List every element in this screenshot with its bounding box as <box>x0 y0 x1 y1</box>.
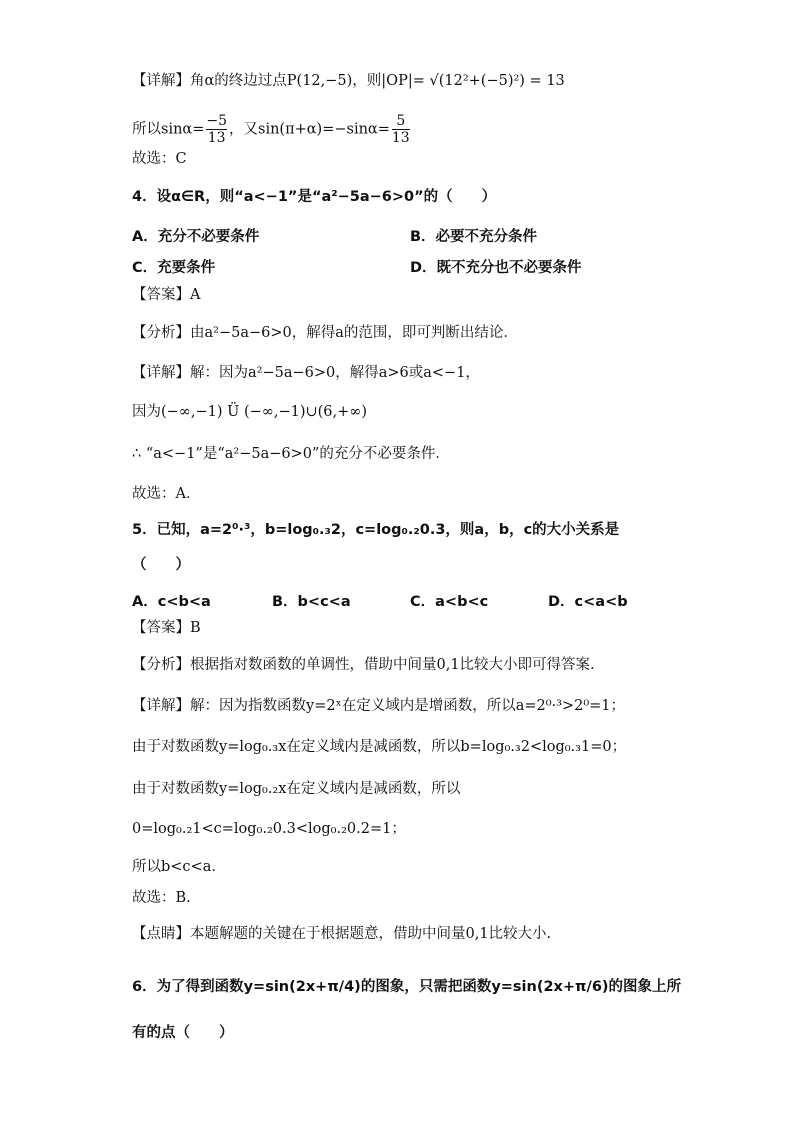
q5-detail-2: 由于对数函数y=log₀.₃x在定义域内是减函数，所以b=log₀.₃2<log₀.₃1=0； <box>132 739 627 755</box>
q5-comment-text: 本题解题的关键在于根据题意，借助中间量0,1比较大小. <box>190 926 552 942</box>
q5-analysis-text: 根据指对数函数的单调性，借助中间量0,1比较大小即可得答案. <box>190 657 595 673</box>
q5-option-c: C．a<b<c <box>410 594 489 610</box>
q3-sin-line <box>132 113 412 146</box>
q3-sin-text: 所以sinα= <box>132 121 205 138</box>
q5-option-a: A．c<b<a <box>132 594 211 610</box>
q6-stem-line-2: 有的点（ ） <box>132 1025 234 1041</box>
analysis-tag: 【分析】 <box>132 657 190 673</box>
answer-tag: 【答案】 <box>132 620 190 636</box>
q4-detail-text: 解：因为a²−5a−6>0，解得a>6或a<−1， <box>190 365 480 381</box>
q4-analysis-text: 由a²−5a−6>0，解得a的范围，即可判断出结论． <box>190 325 518 341</box>
q3-fraction-2-den: 13 <box>391 130 410 146</box>
q5-option-d: D．c<a<b <box>548 594 628 610</box>
q5-detail-1-text: 解：因为指数函数y=2ˣ在定义域内是增函数，所以a=2⁰·³>2⁰=1； <box>190 698 626 714</box>
q4-answer-value: A <box>190 287 201 303</box>
q5-option-b: B．b<c<a <box>272 594 351 610</box>
q5-analysis <box>132 658 595 673</box>
q5-answer-value: B <box>190 620 201 636</box>
detail-tag: 【详解】 <box>132 365 190 381</box>
q3-choose: 故选：C <box>132 151 187 167</box>
q3-fraction-2-num: 5 <box>392 113 410 130</box>
q4-option-c: C．充要条件 <box>132 260 216 276</box>
q5-detail-4: 0=log₀.₂1<c=log₀.₂0.3<log₀.₂0.2=1； <box>132 821 406 837</box>
q5-answer <box>132 621 201 636</box>
q3-detail-math: √(12²+(−5)²) = 13 <box>429 73 565 89</box>
detail-tag: 【详解】 <box>132 73 190 89</box>
q3-fraction-1-den: 13 <box>207 130 226 146</box>
q3-fraction-1-num: −5 <box>206 113 227 129</box>
q4-therefore: ∴ “a<−1”是“a²−5a−6>0”的充分不必要条件． <box>132 446 450 462</box>
q5-detail-1 <box>132 699 625 714</box>
answer-tag: 【答案】 <box>132 287 190 303</box>
q4-option-a: A．充分不必要条件 <box>132 229 260 245</box>
q6-stem-line-1: 6．为了得到函数y=sin(2x+π/4)的图象，只需把函数y=sin(2x+π/6)的图象上所 <box>132 979 682 995</box>
q5-comment <box>132 927 551 942</box>
q4-choose: 故选：A． <box>132 486 201 502</box>
q5-detail-5: 所以b<c<a． <box>132 859 226 875</box>
q5-stem: 5．已知，a=2⁰·³，b=log₀.₃2，c=log₀.₂0.3，则a，b，c的大小关系是 <box>132 522 620 538</box>
q4-option-d: D．既不充分也不必要条件 <box>410 260 582 276</box>
q4-analysis <box>132 326 518 341</box>
q3-fraction-1 <box>206 113 227 146</box>
q4-answer <box>132 288 200 303</box>
q3-detail-text: 角α的终边过点P(12,−5)，则|OP|= <box>190 73 425 89</box>
q5-paren: （ ） <box>132 557 190 573</box>
analysis-tag: 【分析】 <box>132 325 190 341</box>
q3-detail-line <box>132 74 565 89</box>
q4-detail <box>132 366 480 381</box>
q3-fraction-2 <box>392 113 410 146</box>
q4-because: 因为(−∞,−1) Ü (−∞,−1)∪(6,+∞) <box>132 404 368 420</box>
q5-choose: 故选：B. <box>132 890 191 906</box>
q5-detail-3: 由于对数函数y=log₀.₂x在定义域内是减函数，所以 <box>132 781 461 797</box>
q3-sin-mid: ，又sin(π+α)=−sinα= <box>229 121 390 138</box>
q4-option-b: B．必要不充分条件 <box>410 229 538 245</box>
detail-tag: 【详解】 <box>132 698 190 714</box>
q4-stem: 4．设α∈R，则“a<−1”是“a²−5a−6>0”的（ ） <box>132 189 497 205</box>
comment-tag: 【点睛】 <box>132 926 190 942</box>
